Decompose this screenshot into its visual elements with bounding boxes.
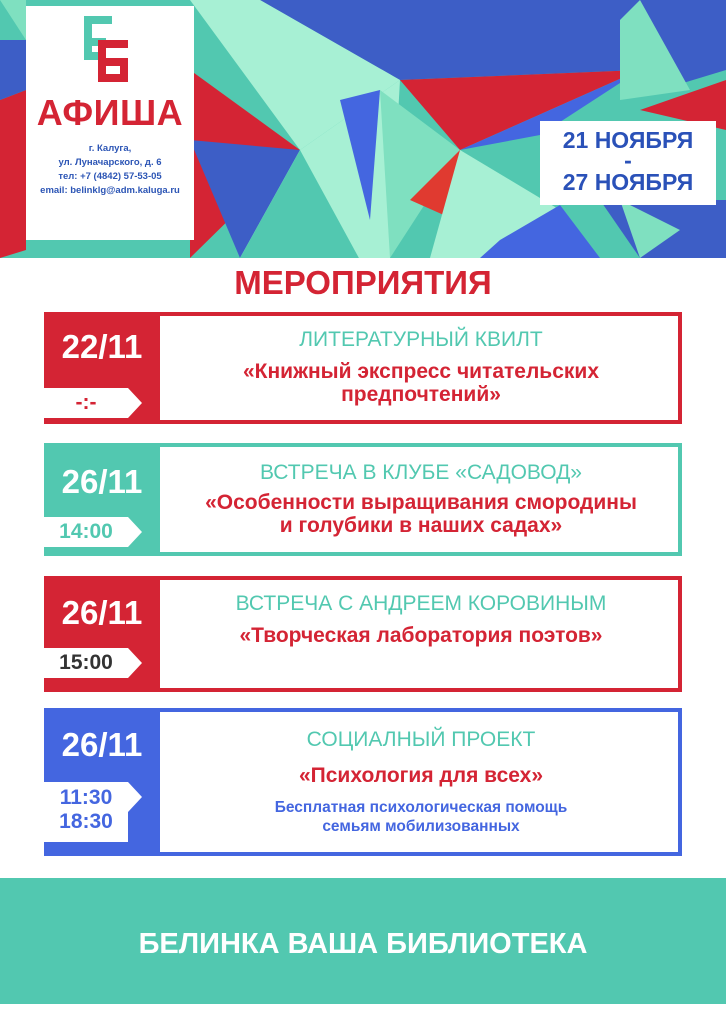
section-title: МЕРОПРИЯТИЯ <box>234 264 492 301</box>
event-title: ВСТРЕЧА С АНДРЕЕМ КОРОВИНЫМ <box>235 592 607 615</box>
event-content <box>164 580 678 688</box>
event-subtitle: «Творческая лаборатория поэтов» <box>239 624 603 647</box>
event-time: 14:00 <box>44 517 128 547</box>
event-time-range <box>44 782 128 842</box>
event-content <box>164 316 678 420</box>
event-time-to: 18:30 <box>59 810 113 833</box>
date-to: 27 НОЯБРЯ <box>562 169 694 195</box>
date-dash: - <box>624 147 632 173</box>
event-card <box>44 443 682 556</box>
event-content <box>164 712 678 852</box>
date-range-card <box>540 121 716 205</box>
event-subtitle: «Особенности выращивания смородины и голубики в наших садах» <box>205 491 637 537</box>
library-logo-icon <box>82 14 134 84</box>
event-title: ВСТРЕЧА В КЛУБЕ «САДОВОД» <box>259 461 582 484</box>
event-time: -:- <box>44 388 128 418</box>
footer-banner <box>0 878 726 1004</box>
event-subtitle: «Книжный экспресс читательских предпочтений» <box>242 360 599 406</box>
footer-slogan: БЕЛИНКА ВАША БИБЛИОТЕКА <box>138 928 588 960</box>
event-date: 22/11 <box>61 328 143 365</box>
event-title: СОЦИАЛНЫЙ ПРОЕКТ <box>306 728 536 751</box>
event-date-block <box>44 576 160 692</box>
logo-card <box>26 6 194 240</box>
event-card <box>44 312 682 424</box>
event-date: 26/11 <box>61 726 143 763</box>
event-date-block <box>44 312 160 424</box>
contact-phone: тел: +7 (4842) 57-53-05 <box>58 171 162 182</box>
event-date-block <box>44 708 160 856</box>
event-date: 26/11 <box>61 594 143 631</box>
contact-city: г. Калуга, <box>88 143 132 154</box>
event-date: 26/11 <box>61 463 143 500</box>
event-note: Бесплатная психологическая помощь семьям мобилизованных <box>274 799 568 835</box>
event-title: ЛИТЕРАТУРНЫЙ КВИЛТ <box>299 328 543 351</box>
event-time: 15:00 <box>44 648 128 678</box>
event-time-from: 11:30 <box>59 786 113 809</box>
event-subtitle: «Психология для всех» <box>298 764 544 787</box>
contacts-block <box>26 142 194 198</box>
header-banner <box>0 0 726 258</box>
contact-email: email: belinklg@adm.kaluga.ru <box>40 185 180 196</box>
event-content <box>164 447 678 552</box>
event-date-block <box>44 443 160 556</box>
date-from: 21 НОЯБРЯ <box>562 127 694 153</box>
contact-street: ул. Луначарского, д. 6 <box>58 157 162 168</box>
afisha-title: АФИША <box>36 92 184 133</box>
event-card <box>44 576 682 692</box>
event-card <box>44 708 682 856</box>
